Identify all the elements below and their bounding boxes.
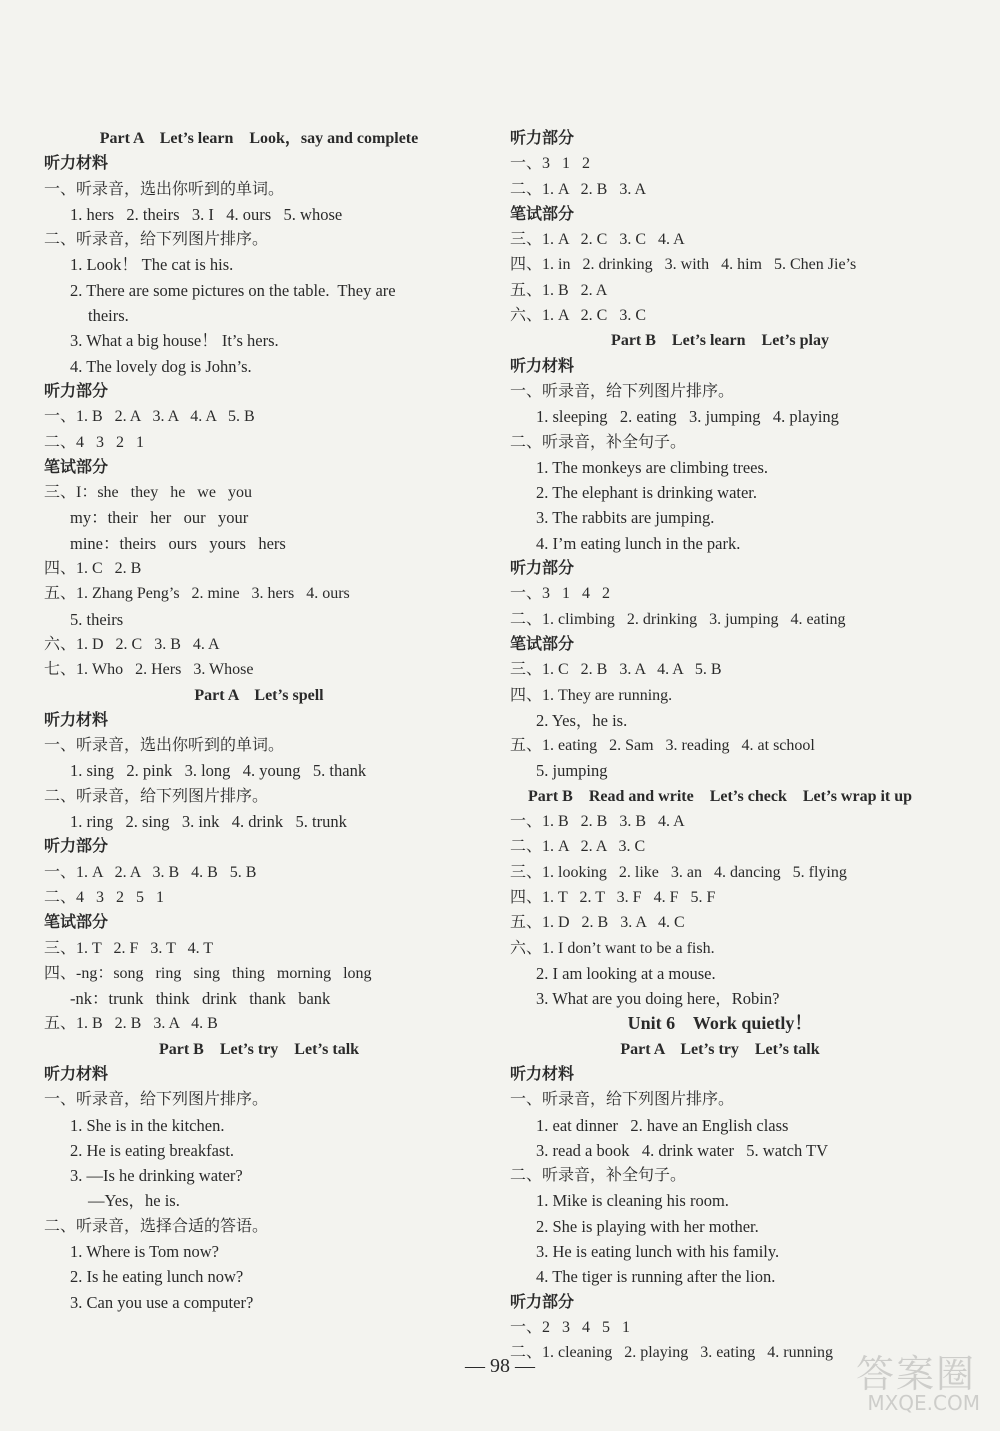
- answer-line: 三、1. looking 2. like 3. an 4. dancing 5. flying: [510, 863, 847, 881]
- subsection-label: 听力部分: [510, 1293, 575, 1311]
- answer-line: 二、4 3 2 5 1: [44, 888, 165, 906]
- subsection-label: 听力材料: [44, 711, 109, 729]
- answer-line: 1. hers 2. theirs 3. I 4. ours 5. whose: [70, 204, 343, 224]
- answer-line: 三、1. T 2. F 3. T 4. T: [44, 939, 214, 957]
- answer-line: 三、I：she they he we you: [44, 484, 252, 502]
- answer-line: 一、听录音，选出你听到的单词。: [44, 180, 285, 198]
- answer-line: 二、听录音，给下列图片排序。: [44, 231, 269, 249]
- answer-line: 四、1. C 2. B: [44, 560, 142, 578]
- answer-line: 5. theirs: [70, 609, 124, 629]
- answer-line: 一、1. B 2. B 3. B 4. A: [510, 813, 685, 831]
- answer-line: 一、3 1 4 2: [510, 585, 611, 603]
- answer-line: 一、听录音，给下列图片排序。: [510, 382, 735, 400]
- answer-line: 二、1. climbing 2. drinking 3. jumping 4. eating: [510, 610, 846, 628]
- answer-line: 3. —Is he drinking water?: [70, 1166, 243, 1186]
- watermark-logo-text: 答案圈: [855, 1352, 976, 1396]
- subsection-label: 听力材料: [510, 357, 575, 375]
- answer-line: mine：theirs ours yours hers: [70, 533, 286, 553]
- subsection-label: 笔试部分: [44, 914, 109, 932]
- answer-line: 1. sing 2. pink 3. long 4. young 5. thank: [70, 761, 367, 781]
- answer-line: 一、3 1 2: [510, 155, 591, 173]
- answer-line: 2. He is eating breakfast.: [70, 1140, 235, 1160]
- answer-line: 六、1. D 2. C 3. B 4. A: [44, 635, 220, 653]
- subsection-label: 听力部分: [44, 838, 109, 856]
- answer-line: 四、1. They are running.: [510, 686, 673, 704]
- answer-line: 五、1. Zhang Peng’s 2. mine 3. hers 4. ours: [44, 585, 350, 603]
- subsection-label: 听力部分: [510, 560, 575, 578]
- section-heading: Part A Let’s learn Look，say and complete: [99, 130, 419, 147]
- answer-line: 四、1. in 2. drinking 3. with 4. him 5. Chen Jie’s: [510, 256, 857, 274]
- answer-line: 二、听录音，补全句子。: [510, 433, 687, 451]
- answer-line: 三、1. A 2. C 3. C 4. A: [510, 231, 685, 249]
- page-number: — 98 —: [465, 1355, 535, 1377]
- answer-line: 1. Mike is cleaning his room.: [536, 1191, 729, 1211]
- subsection-label: 听力材料: [44, 155, 109, 173]
- answer-line: 4. The tiger is running after the lion.: [536, 1267, 776, 1287]
- section-heading: Part B Let’s try Let’s talk: [158, 1040, 360, 1058]
- answer-line: 二、1. A 2. A 3. C: [510, 838, 646, 856]
- answer-line: 2. Yes，he is.: [536, 710, 628, 730]
- answer-line: 1. ring 2. sing 3. ink 4. drink 5. trunk: [70, 812, 347, 832]
- subsection-label: 听力部分: [44, 382, 109, 400]
- answer-line: 五、1. D 2. B 3. A 4. C: [510, 914, 685, 932]
- answer-line: 五、1. B 2. A: [510, 281, 608, 299]
- answer-line: 3. The rabbits are jumping.: [536, 508, 715, 528]
- answer-line: 六、1. I don’t want to be a fish.: [510, 939, 715, 957]
- answer-line: 一、听录音，给下列图片排序。: [44, 1091, 269, 1109]
- answer-line: 五、1. B 2. B 3. A 4. B: [44, 1015, 218, 1033]
- answer-line: 一、1. A 2. A 3. B 4. B 5. B: [44, 863, 257, 881]
- answer-line: 五、1. eating 2. Sam 3. reading 4. at school: [510, 737, 815, 755]
- answer-line: 4. The lovely dog is John’s.: [70, 356, 252, 376]
- answer-line: 1. She is in the kitchen.: [70, 1115, 225, 1135]
- answer-line: 六、1. A 2. C 3. C: [510, 307, 647, 325]
- answer-line: 1. Look！ The cat is his.: [70, 255, 234, 275]
- answer-line: 3. What are you doing here，Robin?: [536, 989, 780, 1009]
- answer-line: 二、1. cleaning 2. playing 3. eating 4. running: [510, 1344, 834, 1362]
- answer-line: 一、听录音，选出你听到的单词。: [44, 737, 285, 755]
- right-column: [510, 126, 930, 1366]
- answer-line: 1. sleeping 2. eating 3. jumping 4. playing: [536, 407, 839, 427]
- answer-line: theirs.: [88, 306, 129, 326]
- watermark-logo: [786, 1343, 986, 1421]
- answer-line: 5. jumping: [536, 761, 608, 781]
- answer-line: -nk：trunk think drink thank bank: [70, 989, 331, 1009]
- answer-line: 二、4 3 2 1: [44, 433, 145, 451]
- answer-line: 1. The monkeys are climbing trees.: [536, 457, 769, 477]
- answer-line: 二、1. A 2. B 3. A: [510, 180, 647, 198]
- watermark-url: MXQE.COM: [867, 1391, 980, 1415]
- answer-line: 2. She is playing with her mother.: [536, 1216, 759, 1236]
- answer-line: 一、听录音，给下列图片排序。: [510, 1091, 735, 1109]
- answer-line: 七、1. Who 2. Hers 3. Whose: [44, 661, 254, 679]
- answer-line: 1. eat dinner 2. have an English class: [536, 1115, 789, 1135]
- answer-line: —Yes，he is.: [88, 1191, 180, 1211]
- subsection-label: 笔试部分: [44, 458, 109, 476]
- subsection-label: 听力部分: [510, 130, 575, 147]
- subsection-label: 听力材料: [510, 1065, 575, 1083]
- answer-line: 3. What a big house！ It’s hers.: [70, 331, 279, 351]
- answer-line: 2. There are some pictures on the table. They are: [70, 280, 396, 300]
- section-heading: Part A Let’s try Let’s talk: [620, 1040, 820, 1058]
- answer-line: 3. Can you use a computer?: [70, 1292, 254, 1312]
- section-heading: Part A Let’s spell: [194, 686, 324, 704]
- answer-line: 二、听录音，选择合适的答语。: [44, 1217, 269, 1235]
- answer-line: 二、听录音，补全句子。: [510, 1167, 687, 1185]
- left-column: [44, 126, 474, 1315]
- answer-line: 一、2 3 4 5 1: [510, 1318, 631, 1336]
- answer-line: 2. The elephant is drinking water.: [536, 483, 758, 503]
- subsection-label: 听力材料: [44, 1065, 109, 1083]
- answer-line: 三、1. C 2. B 3. A 4. A 5. B: [510, 661, 722, 679]
- answer-line: 二、听录音，给下列图片排序。: [44, 787, 269, 805]
- answer-line: 4. I’m eating lunch in the park.: [536, 533, 741, 553]
- answer-line: 四、-ng：song ring sing thing morning long: [44, 964, 372, 982]
- subsection-label: 笔试部分: [510, 635, 575, 653]
- subsection-label: 笔试部分: [510, 205, 575, 223]
- answer-line: 一、1. B 2. A 3. A 4. A 5. B: [44, 408, 255, 426]
- answer-line: 2. I am looking at a mouse.: [536, 963, 716, 983]
- answer-line: 3. read a book 4. drink water 5. watch TV: [536, 1140, 829, 1160]
- section-heading: Part B Read and write Let’s check Let’s wrap it up: [527, 787, 913, 805]
- answer-line: 1. Where is Tom now?: [70, 1242, 219, 1262]
- answer-line: 2. Is he eating lunch now?: [70, 1267, 244, 1287]
- answer-line: 3. He is eating lunch with his family.: [536, 1242, 780, 1262]
- answer-line: 四、1. T 2. T 3. F 4. F 5. F: [510, 888, 716, 906]
- section-heading: Unit 6 Work quietly！: [627, 1013, 813, 1034]
- answer-line: my：their her our your: [70, 508, 249, 528]
- section-heading: Part B Let’s learn Let’s play: [611, 332, 829, 350]
